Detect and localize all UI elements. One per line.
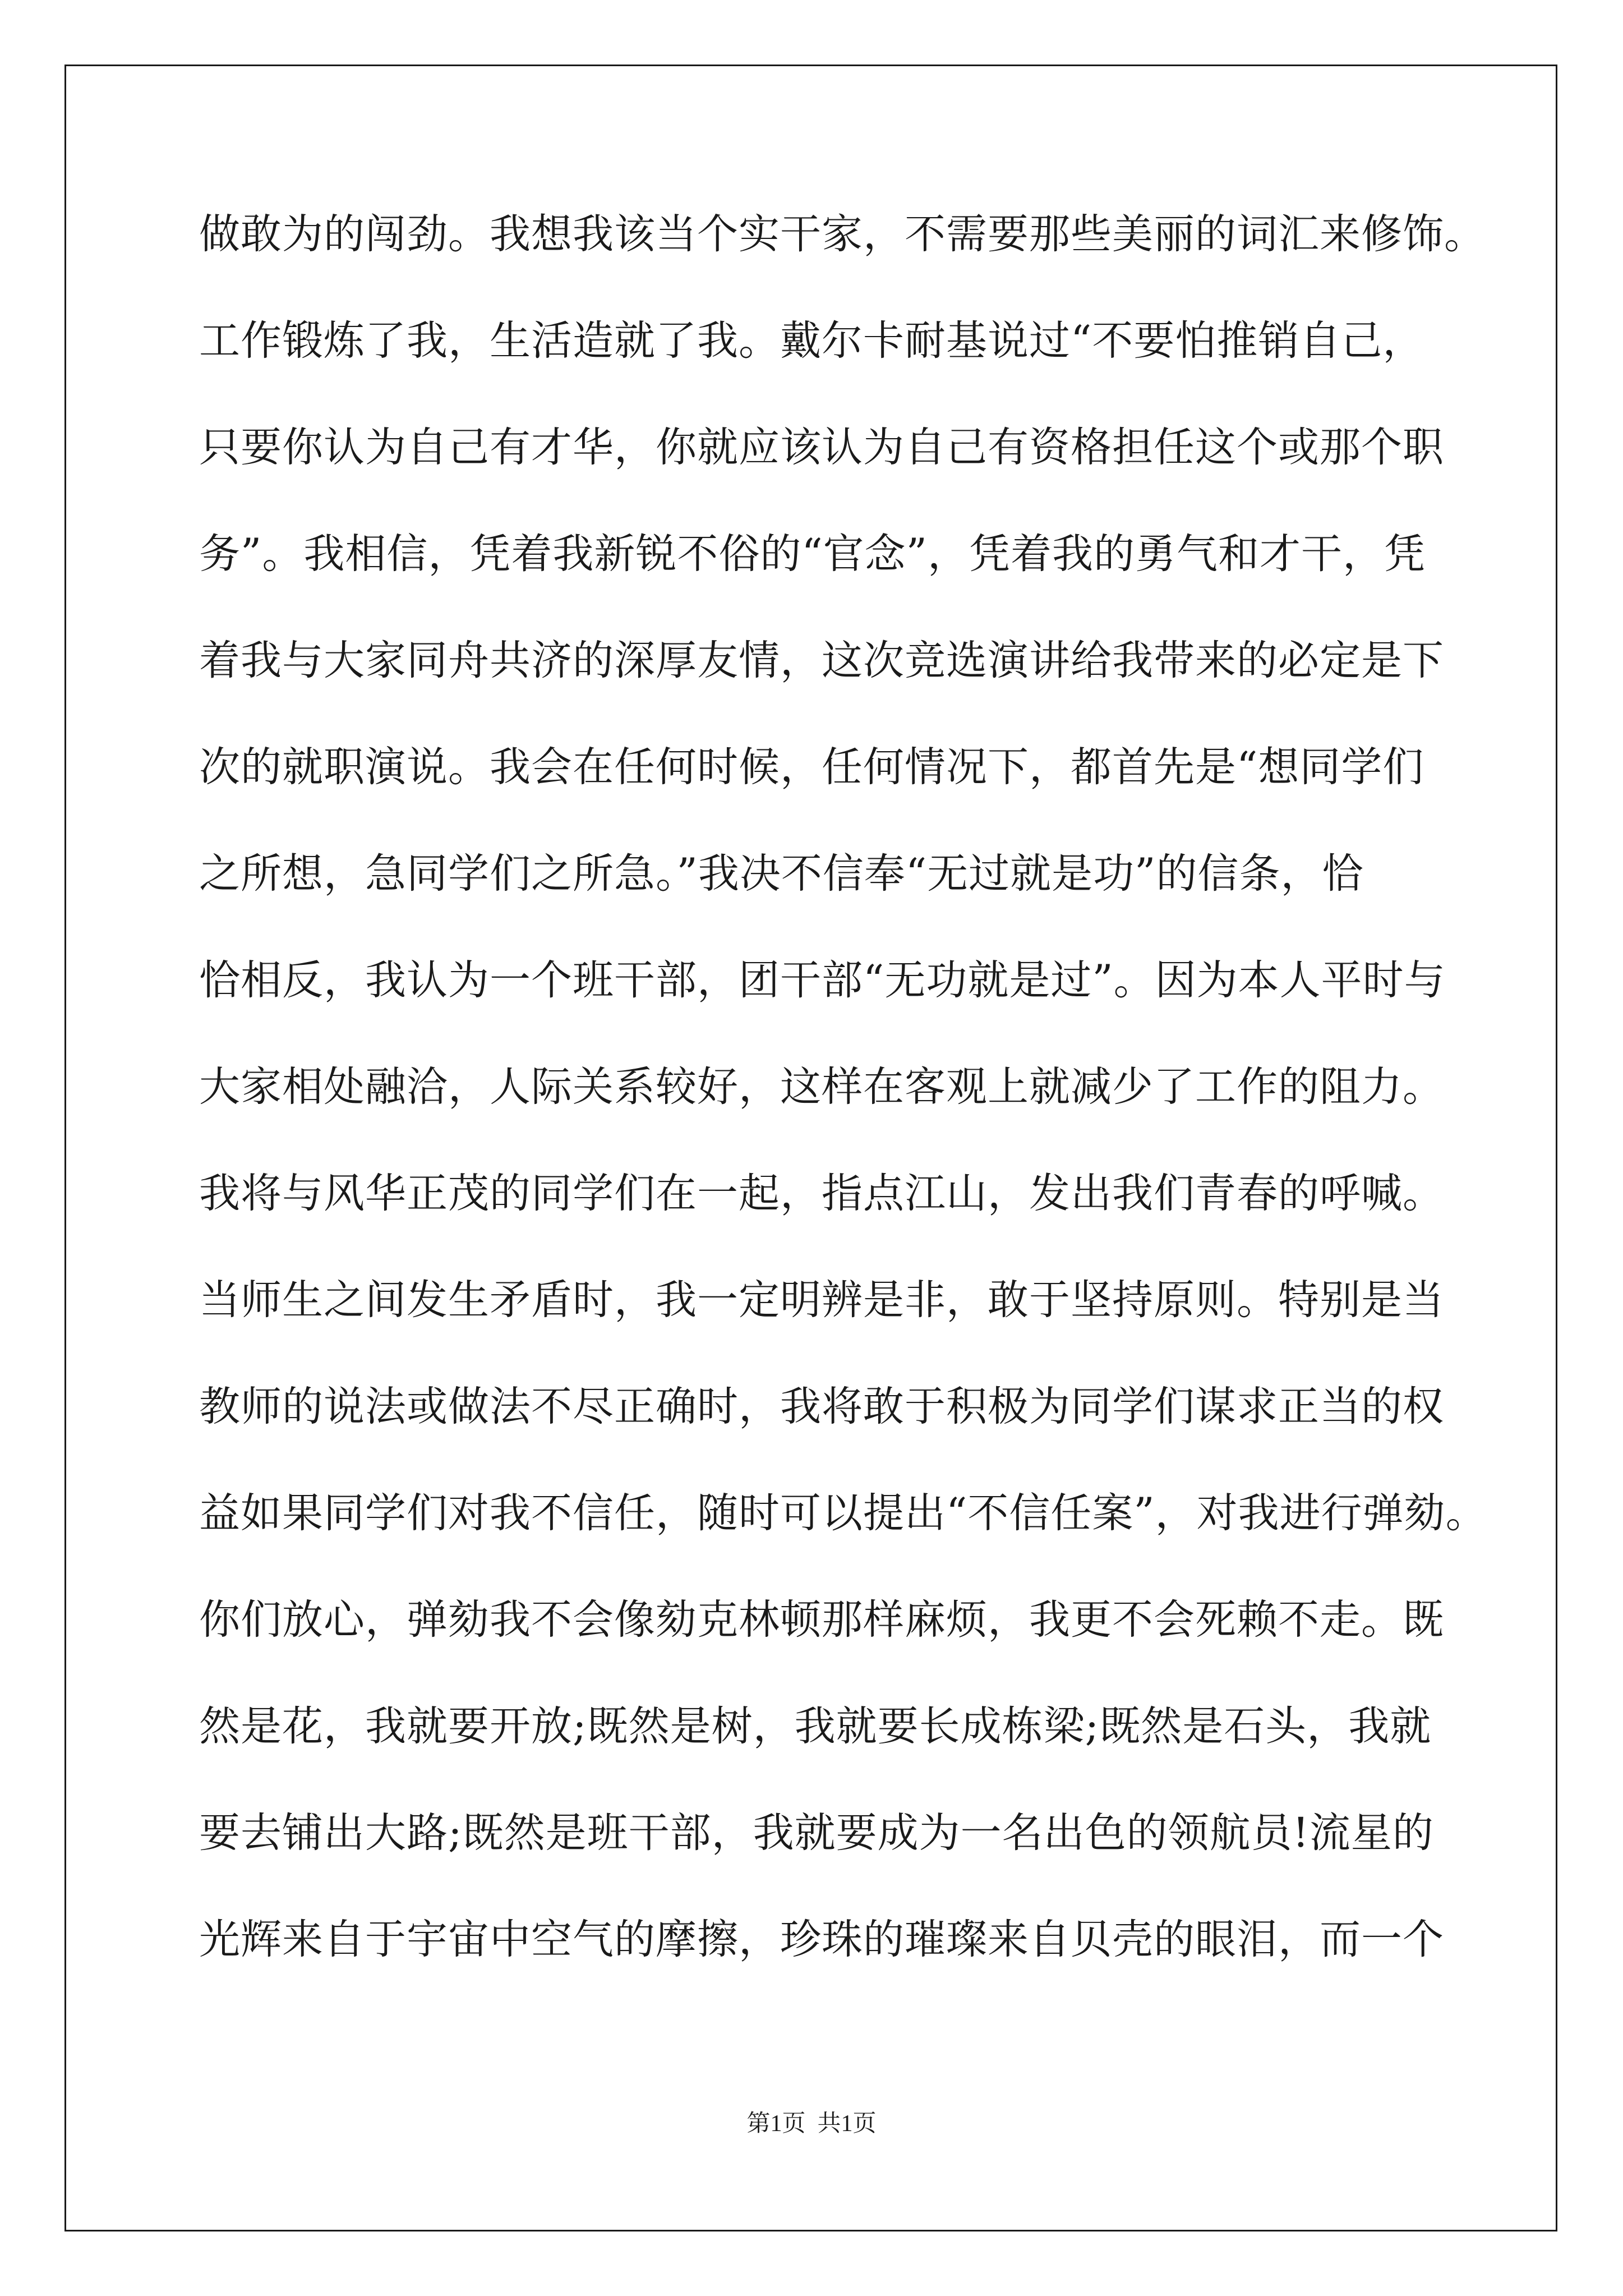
text-line: 务”。我相信，凭着我新锐不俗的“官念”，凭着我的勇气和才干，凭 xyxy=(199,530,1426,578)
text-line: 你们放心，弹劾我不会像劾克林顿那样麻烦，我更不会死赖不走。既 xyxy=(199,1596,1444,1644)
page-footer: 第1页 共1页 xyxy=(746,2111,877,2137)
text-line: 工作锻炼了我，生活造就了我。戴尔卡耐基说过“不要怕推销自己， xyxy=(199,317,1424,365)
text-line: 当师生之间发生矛盾时，我一定明辨是非，敢于坚持原则。特别是当 xyxy=(199,1276,1444,1324)
text-line: 之所想，急同学们之所急。”我决不信奉“无过就是功”的信条，恰 xyxy=(199,850,1364,898)
text-line: 着我与大家同舟共济的深厚友情，这次竞选演讲给我带来的必定是下 xyxy=(199,637,1444,684)
text-line: 然是花，我就要开放;既然是树，我就要长成栋梁;既然是石头，我就 xyxy=(199,1703,1432,1750)
text-line: 大家相处融洽，人际关系较好，这样在客观上就减少了工作的阻力。 xyxy=(199,1063,1444,1111)
text-line: 益如果同学们对我不信任，随时可以提出“不信任案”，对我进行弹劾。 xyxy=(199,1489,1487,1537)
text-line: 教师的说法或做法不尽正确时，我将敢于积极为同学们谋求正当的权 xyxy=(199,1383,1444,1430)
text-line: 我将与风华正茂的同学们在一起，指点江山，发出我们青春的呼喊。 xyxy=(199,1170,1444,1217)
text-line: 要去铺出大路;既然是班干部，我就要成为一名出色的领航员!流星的 xyxy=(199,1809,1434,1857)
text-line: 次的就职演说。我会在任何时候，任何情况下，都首先是“想同学们 xyxy=(199,743,1424,791)
text-line: 光辉来自于宇宙中空气的摩擦，珍珠的璀璨来自贝壳的眼泪，而一个 xyxy=(199,1916,1444,1963)
text-line: 恰相反，我认为一个班干部，团干部“无功就是过”。因为本人平时与 xyxy=(199,956,1446,1004)
text-line: 做敢为的闯劲。我想我该当个实干家，不需要那些美丽的词汇来修饰。 xyxy=(199,210,1486,258)
text-line: 只要你认为自己有才华，你就应该认为自己有资格担任这个或那个职 xyxy=(199,424,1444,471)
document-body xyxy=(199,210,1487,2030)
